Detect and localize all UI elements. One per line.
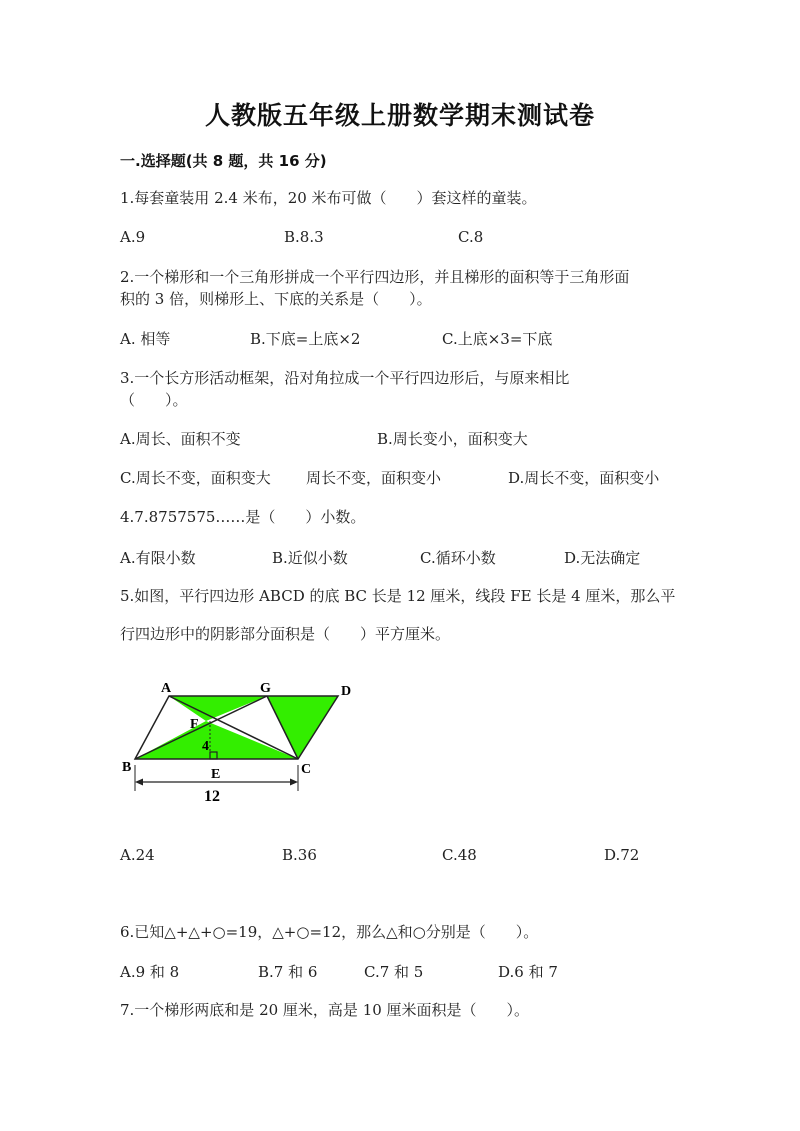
label-base: 12 — [204, 788, 220, 805]
label-b: B — [122, 760, 132, 775]
shaded-triangle-top — [169, 696, 267, 721]
question-6-option-d: D.6 和 7 — [498, 963, 558, 981]
parallelogram-figure — [110, 670, 380, 810]
question-4-option-a: A.有限小数 — [120, 549, 196, 567]
question-4-option-d: D.无法确定 — [564, 549, 641, 567]
question-2-option-a: A. 相等 — [120, 330, 171, 348]
question-1-option-b: B.8.3 — [284, 228, 324, 246]
question-1-option-c: C.8 — [458, 228, 484, 246]
question-2-option-b: B.下底=上底×2 — [250, 330, 361, 348]
question-5-option-d: D.72 — [604, 846, 640, 864]
question-5-option-a: A.24 — [120, 846, 155, 864]
label-e: E — [211, 767, 221, 782]
label-a: A — [161, 681, 172, 696]
question-6-option-c: C.7 和 5 — [364, 963, 424, 981]
question-3-option-c: C.周长不变，面积变大 — [120, 469, 271, 487]
label-c: C — [301, 762, 312, 777]
question-5-option-c: C.48 — [442, 846, 477, 864]
question-2-text-line-2: 积的 3 倍，则梯形上、下底的关系是（ ）。 — [120, 290, 432, 308]
label-f: F — [190, 717, 199, 732]
question-3-option-b: B.周长变小，面积变大 — [377, 430, 528, 448]
label-height: 4 — [202, 739, 209, 754]
question-6-option-b: B.7 和 6 — [258, 963, 318, 981]
page-title: 人教版五年级上册数学期末测试卷 — [204, 101, 595, 130]
question-4-text: 4.7.8757575……是（ ）小数。 — [120, 508, 366, 526]
question-5-text-line-2: 行四边形中的阴影部分面积是（ ）平方厘米。 — [120, 625, 451, 643]
label-d: D — [341, 684, 352, 699]
label-g: G — [260, 681, 271, 696]
question-7-text: 7.一个梯形两底和是 20 厘米，高是 10 厘米面积是（ ）。 — [120, 1001, 530, 1019]
question-1-option-a: A.9 — [120, 228, 146, 246]
question-3-option-extra: 周长不变，面积变小 — [306, 469, 442, 487]
dimension-arrow-right — [290, 779, 298, 786]
question-3-option-d: D.周长不变，面积变小 — [508, 469, 660, 487]
question-3-text-line-1: 3.一个长方形活动框架，沿对角拉成一个平行四边形后，与原来相比 — [120, 369, 570, 387]
question-6-option-a: A.9 和 8 — [120, 963, 180, 981]
question-6-text: 6.已知△+△+○=19，△+○=12，那么△和○分别是（ ）。 — [120, 923, 539, 941]
question-1-text: 1.每套童装用 2.4 米布，20 米布可做（ ）套这样的童装。 — [120, 189, 537, 207]
question-4-option-c: C.循环小数 — [420, 549, 496, 567]
question-3-text-line-2: （ ）。 — [120, 391, 188, 409]
question-3-option-a: A.周长、面积不变 — [120, 430, 241, 448]
question-4-option-b: B.近似小数 — [272, 549, 348, 567]
question-5-text-line-1: 5.如图，平行四边形 ABCD 的底 BC 长是 12 厘米，线段 FE 长是 4 厘米，那么平 — [120, 587, 676, 605]
dimension-arrow-left — [135, 779, 143, 786]
question-2-option-c: C.上底×3=下底 — [442, 330, 553, 348]
section-heading: 一.选择题(共 8 题，共 16 分) — [120, 152, 327, 170]
question-2-text-line-1: 2.一个梯形和一个三角形拼成一个平行四边形，并且梯形的面积等于三角形面 — [120, 268, 630, 286]
question-5-option-b: B.36 — [282, 846, 317, 864]
